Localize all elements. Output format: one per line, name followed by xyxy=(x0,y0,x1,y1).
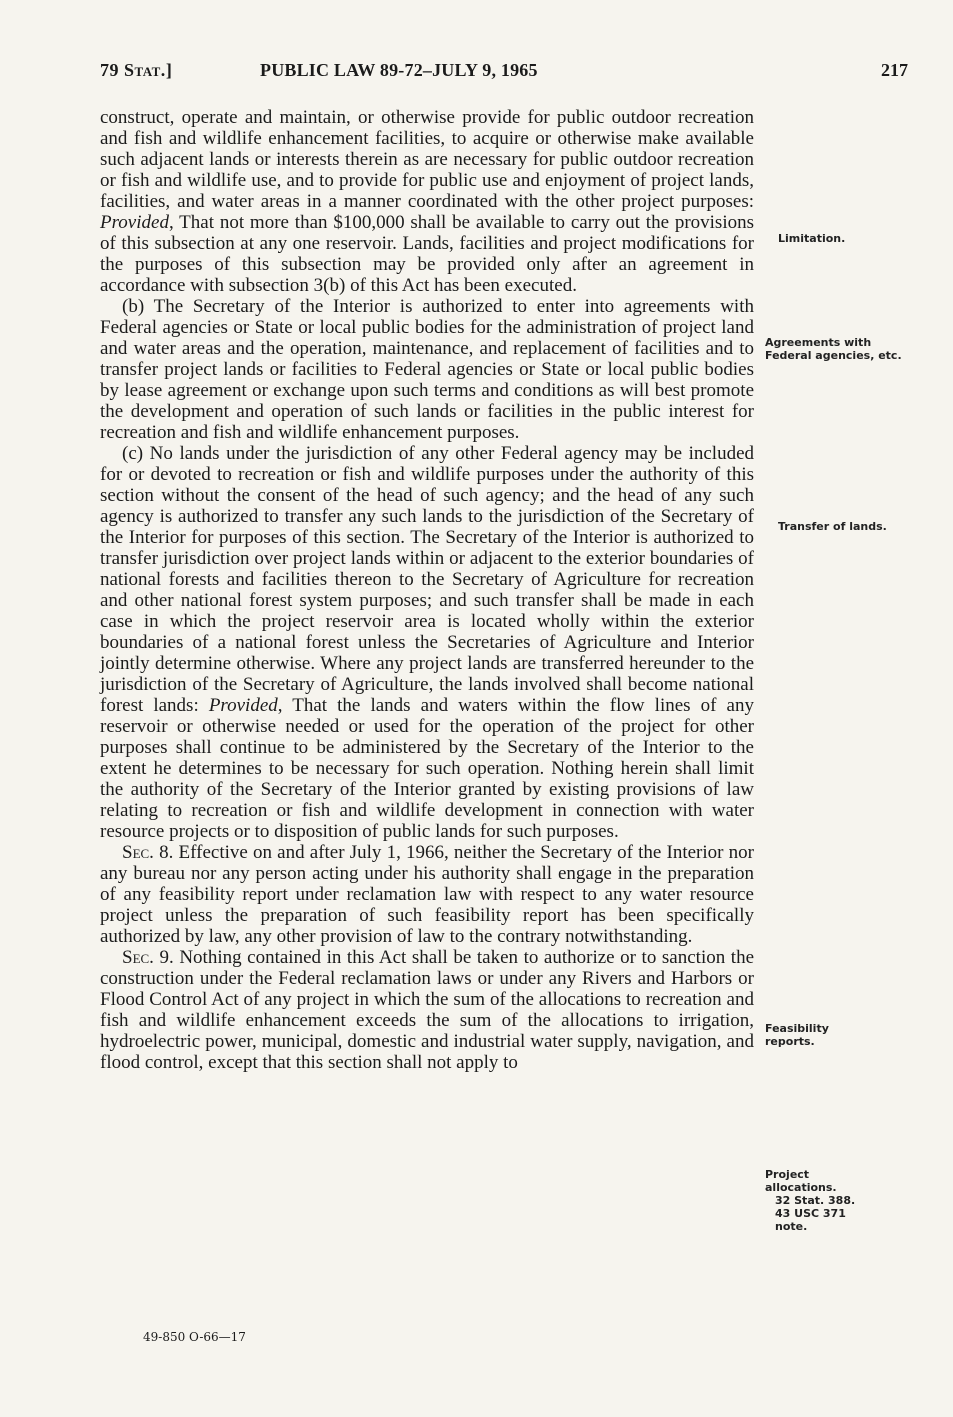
margin-note-feasibility: Feasibility reports. xyxy=(765,1022,829,1048)
section-8-text: Effective on and after July 1, 1966, neither the Secretary of the Interior nor any bureau nor any person acting under his authority shall engage in the preparation of any feasibility report under reclamation law with respect to any water resource project unless the preparation of such feasibility report has been specifically authorized by law, any other provision of law to the contrary notwithstanding. xyxy=(100,842,754,947)
volume-number: 79 xyxy=(100,60,119,80)
subsection-b: (b) The Secretary of the Interior is authorized to enter into agreements with Federal agencies or State or local public bodies for the administration of project land and water areas and the operation, maintenance, and replacement of facilities and to transfer project lands or facilities to Federal agencies or State or local public bodies by lease agreement or exchange upon such terms and conditions as will best promote the development and operation of such lands or facilities in the public interest for recreation and fish and wildlife enhancement purposes. xyxy=(100,296,754,443)
subsection-c xyxy=(100,443,754,842)
body-text xyxy=(100,107,754,1073)
page-number: 217 xyxy=(881,60,908,80)
margin-citation-usc: 43 USC 371 note. xyxy=(775,1207,846,1233)
header-title: PUBLIC LAW 89-72–JULY 9, 1965 xyxy=(260,60,538,80)
section-8 xyxy=(100,842,754,947)
margin-note-limitation: Limitation. xyxy=(778,232,846,245)
section-9-text: Nothing contained in this Act shall be taken to authorize or to sanction the construction under the Federal reclamation laws or under any Rivers and Harbors or Flood Control Act of any project in which the sum of the allocations to recreation and fish and wildlife enhancement exceeds the sum of the allocations to irrigation, hydroelectric power, municipal, domestic and industrial water supply, navigation, and flood control, except that this section shall not apply to xyxy=(100,947,754,1073)
section-9-label: Sec. 9. xyxy=(122,947,174,968)
margin-note-project-allocations xyxy=(765,1168,875,1233)
p1-provided: Provided xyxy=(100,212,169,233)
print-code: 49-850 O-66—17 xyxy=(143,1330,246,1344)
stat-label: Stat. xyxy=(124,60,166,80)
page-header xyxy=(100,60,908,88)
margin-note-transfer: Transfer of lands. xyxy=(778,520,887,533)
paragraph-continuation xyxy=(100,107,754,296)
margin-citation-stat: 32 Stat. 388. xyxy=(775,1194,856,1207)
section-9 xyxy=(100,947,754,1073)
p3-text-a: (c) No lands under the jurisdiction of any other Federal agency may be included for or devoted to recreation or fish and wildlife purposes under the authority of this section without the consent of the head of such agency; and the head of any such agency is authorized to transfer any such lands to the jurisdiction of the Secretary of the Interior for purposes of this section. The Secretary of the Interior is authorized to transfer jurisdiction over project lands within or adjacent to the exterior boundaries of national forests and facilities thereon to the Secretary of Agriculture for recreation and other national forest system purposes; and such transfer shall be made in each case in which the project reservoir area is located wholly within the exterior boundaries of a national forest unless the Secretaries of Agriculture and Interior jointly determine otherwise. Where any project lands are transferred hereunder to the jurisdiction of the Secretary of Agriculture, the lands involved shall become national forest lands: xyxy=(100,443,754,716)
p1-text-a: construct, operate and maintain, or otherwise provide for public outdoor recreation and fish and wildlife enhancement facilities, to acquire or otherwise make available such adjacent lands or interests therein as are necessary for public outdoor recreation or fish and wildlife use, and to provide for public use and enjoyment of project lands, facilities, and water areas in a manner coordinated with the other project purposes: xyxy=(100,107,754,212)
margin-project-alloc: Project allocations. xyxy=(765,1168,837,1194)
p3-text-b: , That the lands and waters within the flow lines of any reservoir or otherwise needed or used for the operation of the project for other purposes shall continue to be administered by the Secretary of the Interior to the extent he determines to be necessary for such operation. Nothing herein shall limit the authority of the Secretary of the Interior granted by existing provisions of law relating to recreation or fish and wildlife development in connection with water resource projects or to disposition of public lands for such purposes. xyxy=(100,695,754,842)
header-bracket: ] xyxy=(165,60,173,80)
p3-provided: Provided xyxy=(208,695,278,716)
statute-reference xyxy=(100,60,172,81)
section-8-label: Sec. 8. xyxy=(122,842,174,863)
margin-note-agreements: Agreements with Federal agencies, etc. xyxy=(765,336,902,362)
p1-text-b: , That not more than $100,000 shall be available to carry out the provisions of this subsection at any one reservoir. Lands, facilities and project modifications for the purposes of this subsection may be provided only after an agreement in accordance with subsection 3(b) of this Act has been executed. xyxy=(100,212,754,296)
